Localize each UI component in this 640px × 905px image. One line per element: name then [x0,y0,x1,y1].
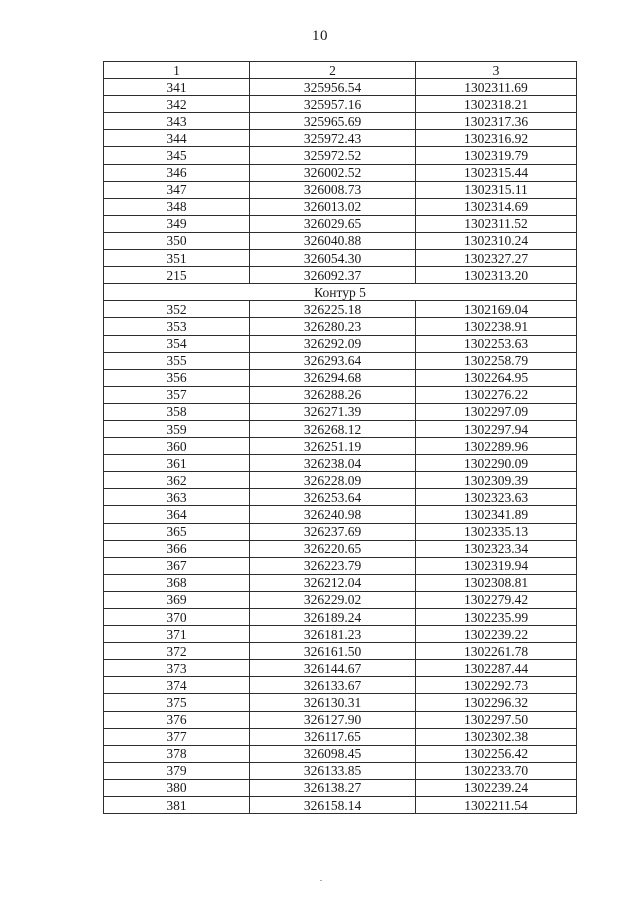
point-number-cell: 369 [104,591,250,608]
table-row [104,267,577,284]
y-coordinate-cell: 1302287.44 [416,660,577,677]
table-row [104,301,577,318]
table-row [104,147,577,164]
point-number-cell: 381 [104,797,250,814]
y-coordinate-cell: 1302311.69 [416,79,577,96]
x-coordinate-cell: 326240.98 [250,506,416,523]
section-row [104,284,577,301]
table-row [104,403,577,420]
x-coordinate-cell: 326189.24 [250,609,416,626]
y-coordinate-cell: 1302323.34 [416,540,577,557]
x-coordinate-cell: 326271.39 [250,403,416,420]
point-number-cell: 362 [104,472,250,489]
y-coordinate-cell: 1302261.78 [416,643,577,660]
table-row [104,79,577,96]
x-coordinate-cell: 326029.65 [250,215,416,232]
table-row [104,591,577,608]
point-number-cell: 368 [104,574,250,591]
point-number-cell: 355 [104,352,250,369]
y-coordinate-cell: 1302316.92 [416,130,577,147]
table-row [104,198,577,215]
point-number-cell: 371 [104,626,250,643]
point-number-cell: 380 [104,779,250,796]
x-coordinate-cell: 326161.50 [250,643,416,660]
x-coordinate-cell: 326130.31 [250,694,416,711]
table-row [104,797,577,814]
point-number-cell: 348 [104,198,250,215]
x-coordinate-cell: 326133.85 [250,762,416,779]
point-number-cell: 365 [104,523,250,540]
point-number-cell: 360 [104,438,250,455]
point-number-cell: 375 [104,694,250,711]
point-number-cell: 372 [104,643,250,660]
table-row [104,660,577,677]
table-row [104,164,577,181]
section-label: Контур 5 [104,284,577,301]
header-cell-1: 1 [104,62,250,79]
y-coordinate-cell: 1302238.91 [416,318,577,335]
point-number-cell: 370 [104,609,250,626]
table-row [104,694,577,711]
point-number-cell: 353 [104,318,250,335]
x-coordinate-cell: 325972.43 [250,130,416,147]
x-coordinate-cell: 326002.52 [250,164,416,181]
point-number-cell: 357 [104,386,250,403]
x-coordinate-cell: 326268.12 [250,420,416,437]
y-coordinate-cell: 1302239.24 [416,779,577,796]
table-row [104,181,577,198]
point-number-cell: 352 [104,301,250,318]
y-coordinate-cell: 1302256.42 [416,745,577,762]
x-coordinate-cell: 325965.69 [250,113,416,130]
y-coordinate-cell: 1302314.69 [416,198,577,215]
x-coordinate-cell: 326158.14 [250,797,416,814]
x-coordinate-cell: 326212.04 [250,574,416,591]
x-coordinate-cell: 326294.68 [250,369,416,386]
point-number-cell: 343 [104,113,250,130]
y-coordinate-cell: 1302317.36 [416,113,577,130]
point-number-cell: 367 [104,557,250,574]
y-coordinate-cell: 1302319.94 [416,557,577,574]
y-coordinate-cell: 1302341.89 [416,506,577,523]
point-number-cell: 344 [104,130,250,147]
point-number-cell: 361 [104,455,250,472]
point-number-cell: 341 [104,79,250,96]
table-row [104,352,577,369]
point-number-cell: 359 [104,420,250,437]
x-coordinate-cell: 326138.27 [250,779,416,796]
point-number-cell: 364 [104,506,250,523]
table-row [104,523,577,540]
point-number-cell: 345 [104,147,250,164]
point-number-cell: 363 [104,489,250,506]
y-coordinate-cell: 1302211.54 [416,797,577,814]
point-number-cell: 378 [104,745,250,762]
y-coordinate-cell: 1302289.96 [416,438,577,455]
header-row [104,62,577,79]
y-coordinate-cell: 1302323.63 [416,489,577,506]
y-coordinate-cell: 1302169.04 [416,301,577,318]
x-coordinate-cell: 325956.54 [250,79,416,96]
y-coordinate-cell: 1302297.94 [416,420,577,437]
table-row [104,677,577,694]
table-row [104,96,577,113]
coordinates-table [103,61,577,814]
table-row [104,369,577,386]
x-coordinate-cell: 326238.04 [250,455,416,472]
point-number-cell: 356 [104,369,250,386]
y-coordinate-cell: 1302239.22 [416,626,577,643]
table-row [104,335,577,352]
x-coordinate-cell: 326228.09 [250,472,416,489]
point-number-cell: 351 [104,250,250,267]
y-coordinate-cell: 1302318.21 [416,96,577,113]
table-row [104,113,577,130]
y-coordinate-cell: 1302315.11 [416,181,577,198]
x-coordinate-cell: 326229.02 [250,591,416,608]
x-coordinate-cell: 326127.90 [250,711,416,728]
table-row [104,506,577,523]
y-coordinate-cell: 1302253.63 [416,335,577,352]
y-coordinate-cell: 1302296.32 [416,694,577,711]
x-coordinate-cell: 325957.16 [250,96,416,113]
point-number-cell: 373 [104,660,250,677]
y-coordinate-cell: 1302313.20 [416,267,577,284]
table-body [104,62,577,814]
x-coordinate-cell: 326280.23 [250,318,416,335]
header-cell-2: 2 [250,62,416,79]
point-number-cell: 377 [104,728,250,745]
table-row [104,643,577,660]
table-row [104,609,577,626]
x-coordinate-cell: 325972.52 [250,147,416,164]
header-cell-3: 3 [416,62,577,79]
y-coordinate-cell: 1302297.50 [416,711,577,728]
table-row [104,420,577,437]
y-coordinate-cell: 1302319.79 [416,147,577,164]
y-coordinate-cell: 1302315.44 [416,164,577,181]
table-row [104,232,577,249]
x-coordinate-cell: 326288.26 [250,386,416,403]
table-row [104,455,577,472]
y-coordinate-cell: 1302311.52 [416,215,577,232]
x-coordinate-cell: 326223.79 [250,557,416,574]
y-coordinate-cell: 1302290.09 [416,455,577,472]
x-coordinate-cell: 326092.37 [250,267,416,284]
y-coordinate-cell: 1302279.42 [416,591,577,608]
x-coordinate-cell: 326144.67 [250,660,416,677]
table-row [104,318,577,335]
x-coordinate-cell: 326133.67 [250,677,416,694]
point-number-cell: 376 [104,711,250,728]
table-row [104,472,577,489]
x-coordinate-cell: 326054.30 [250,250,416,267]
table-row [104,557,577,574]
point-number-cell: 342 [104,96,250,113]
x-coordinate-cell: 326013.02 [250,198,416,215]
y-coordinate-cell: 1302327.27 [416,250,577,267]
table-row [104,626,577,643]
x-coordinate-cell: 326098.45 [250,745,416,762]
point-number-cell: 347 [104,181,250,198]
x-coordinate-cell: 326292.09 [250,335,416,352]
table-row [104,779,577,796]
table-row [104,215,577,232]
table-row [104,386,577,403]
table-row [104,745,577,762]
x-coordinate-cell: 326117.65 [250,728,416,745]
table-row [104,438,577,455]
point-number-cell: 366 [104,540,250,557]
x-coordinate-cell: 326253.64 [250,489,416,506]
scan-speck [320,880,322,881]
y-coordinate-cell: 1302302.38 [416,728,577,745]
point-number-cell: 379 [104,762,250,779]
point-number-cell: 354 [104,335,250,352]
x-coordinate-cell: 326237.69 [250,523,416,540]
table-row [104,130,577,147]
y-coordinate-cell: 1302309.39 [416,472,577,489]
point-number-cell: 349 [104,215,250,232]
point-number-cell: 350 [104,232,250,249]
table-row [104,711,577,728]
y-coordinate-cell: 1302308.81 [416,574,577,591]
x-coordinate-cell: 326225.18 [250,301,416,318]
point-number-cell: 374 [104,677,250,694]
y-coordinate-cell: 1302258.79 [416,352,577,369]
table-row [104,489,577,506]
table-row [104,250,577,267]
table-row [104,574,577,591]
point-number-cell: 215 [104,267,250,284]
x-coordinate-cell: 326008.73 [250,181,416,198]
y-coordinate-cell: 1302310.24 [416,232,577,249]
point-number-cell: 358 [104,403,250,420]
x-coordinate-cell: 326293.64 [250,352,416,369]
table-row [104,728,577,745]
x-coordinate-cell: 326040.88 [250,232,416,249]
y-coordinate-cell: 1302235.99 [416,609,577,626]
y-coordinate-cell: 1302335.13 [416,523,577,540]
y-coordinate-cell: 1302264.95 [416,369,577,386]
table-row [104,762,577,779]
x-coordinate-cell: 326181.23 [250,626,416,643]
x-coordinate-cell: 326251.19 [250,438,416,455]
y-coordinate-cell: 1302233.70 [416,762,577,779]
table-row [104,540,577,557]
page-number: 10 [312,28,328,44]
x-coordinate-cell: 326220.65 [250,540,416,557]
y-coordinate-cell: 1302297.09 [416,403,577,420]
y-coordinate-cell: 1302292.73 [416,677,577,694]
y-coordinate-cell: 1302276.22 [416,386,577,403]
point-number-cell: 346 [104,164,250,181]
